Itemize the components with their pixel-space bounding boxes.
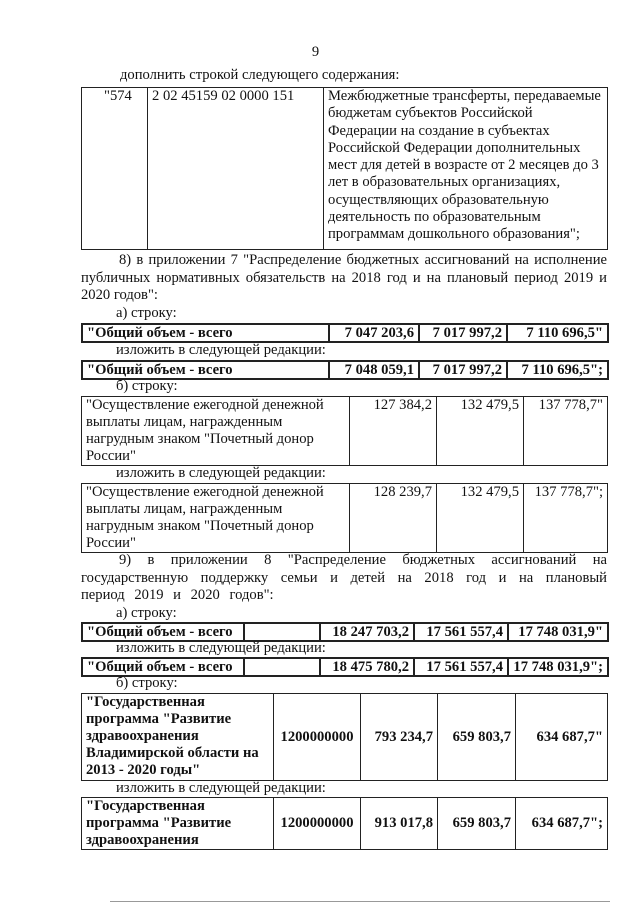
cell-value-2018: 128 239,7 xyxy=(350,484,437,553)
item8-a-label: а) строку: xyxy=(116,305,177,321)
cell-value-2020: 634 687,7" xyxy=(516,694,608,781)
cell-value-2018: 18 247 703,2 xyxy=(320,623,414,641)
item8-a-new-table xyxy=(81,360,609,380)
item8-a-new-label: изложить в следующей редакции: xyxy=(116,342,326,358)
cell-name: "Общий объем - всего xyxy=(82,623,244,641)
cell-value-2018: 127 384,2 xyxy=(350,397,437,466)
cell-value-2018: 7 048 059,1 xyxy=(329,361,419,379)
cell-name: "Государственная программа "Развитие здравоохранения xyxy=(82,798,274,850)
item9-b-old-table xyxy=(81,693,608,781)
item8-paragraph: 8) в приложении 7 "Распределение бюджетных ассигнований на исполнение публичных нормативных обязательств на 2018 год и на плановый период 2019 и 2020 годов": xyxy=(81,252,607,303)
cell-value-2019: 7 017 997,2 xyxy=(419,361,507,379)
item8-b-new-label: изложить в следующей редакции: xyxy=(116,465,326,481)
item8-a-old-table xyxy=(81,323,609,343)
cell-value-2018: 793 234,7 xyxy=(361,694,438,781)
item9-a-label: а) строку: xyxy=(116,605,177,621)
item9-paragraph: 9) в приложении 8 "Распределение бюджетных ассигнований на государственную поддержку семьи и детей на 2018 год и на плановый период 2019 и 2020 годов": xyxy=(81,552,607,603)
cell-value-2019: 659 803,7 xyxy=(438,798,516,850)
cell-value-2019: 132 479,5 xyxy=(437,397,524,466)
bottom-rule xyxy=(110,901,610,902)
cell-code: "574 xyxy=(82,88,148,250)
cell-value-2020: 137 778,7" xyxy=(524,397,608,466)
cell-program-code: 1200000000 xyxy=(274,798,361,850)
cell-value-2020: 634 687,7"; xyxy=(516,798,608,850)
item9-b-new-label: изложить в следующей редакции: xyxy=(116,780,326,796)
cell-name: "Осуществление ежегодной денежной выплаты лицам, награжденным нагрудным знаком "Почетный донор России" xyxy=(82,397,350,466)
cell-value-2019: 7 017 997,2 xyxy=(419,324,507,342)
cell-name: "Общий объем - всего xyxy=(82,324,329,342)
cell-value-2018: 7 047 203,6 xyxy=(329,324,419,342)
table-row-574 xyxy=(81,87,608,250)
cell-value-2020: 7 110 696,5" xyxy=(507,324,608,342)
intro-line: дополнить строкой следующего содержания: xyxy=(120,67,400,83)
item9-b-new-table xyxy=(81,797,608,850)
cell-value-2020: 7 110 696,5"; xyxy=(507,361,608,379)
cell-value-2019: 659 803,7 xyxy=(438,694,516,781)
cell-name: "Общий объем - всего xyxy=(82,658,244,676)
item9-b-label: б) строку: xyxy=(116,675,178,691)
cell-value-2018: 18 475 780,2 xyxy=(320,658,414,676)
cell-value-2019: 132 479,5 xyxy=(437,484,524,553)
cell-description: Межбюджетные трансферты, передаваемые бюджетам субъектов Российской Федерации на создание в субъектах Российской Федерации дополнительных мест для детей в возрасте от 2 месяцев до 3 лет в образовательных организациях, осуществляющих образовательную деятельность по образовательным программам дошкольного образования"; xyxy=(324,88,608,250)
item8-b-new-table xyxy=(81,483,608,553)
cell-kbk: 2 02 45159 02 0000 151 xyxy=(148,88,324,250)
cell-program-code: 1200000000 xyxy=(274,694,361,781)
item9-a-new-table xyxy=(81,657,609,677)
cell-empty xyxy=(244,658,320,676)
item9-a-old-table xyxy=(81,622,609,642)
cell-value-2020: 17 748 031,9"; xyxy=(508,658,608,676)
item9-a-new-label: изложить в следующей редакции: xyxy=(116,640,326,656)
cell-value-2019: 17 561 557,4 xyxy=(414,658,508,676)
cell-value-2018: 913 017,8 xyxy=(361,798,438,850)
cell-value-2019: 17 561 557,4 xyxy=(414,623,508,641)
cell-name: "Общий объем - всего xyxy=(82,361,329,379)
cell-name: "Государственная программа "Развитие здравоохранения Владимирской области на 2013 - 2020 годы" xyxy=(82,694,274,781)
cell-value-2020: 137 778,7"; xyxy=(524,484,608,553)
cell-name: "Осуществление ежегодной денежной выплаты лицам, награжденным нагрудным знаком "Почетный донор России" xyxy=(82,484,350,553)
page-number: 9 xyxy=(311,44,320,60)
cell-empty xyxy=(244,623,320,641)
cell-value-2020: 17 748 031,9" xyxy=(508,623,608,641)
item8-b-old-table xyxy=(81,396,608,466)
item8-b-label: б) строку: xyxy=(116,378,178,394)
